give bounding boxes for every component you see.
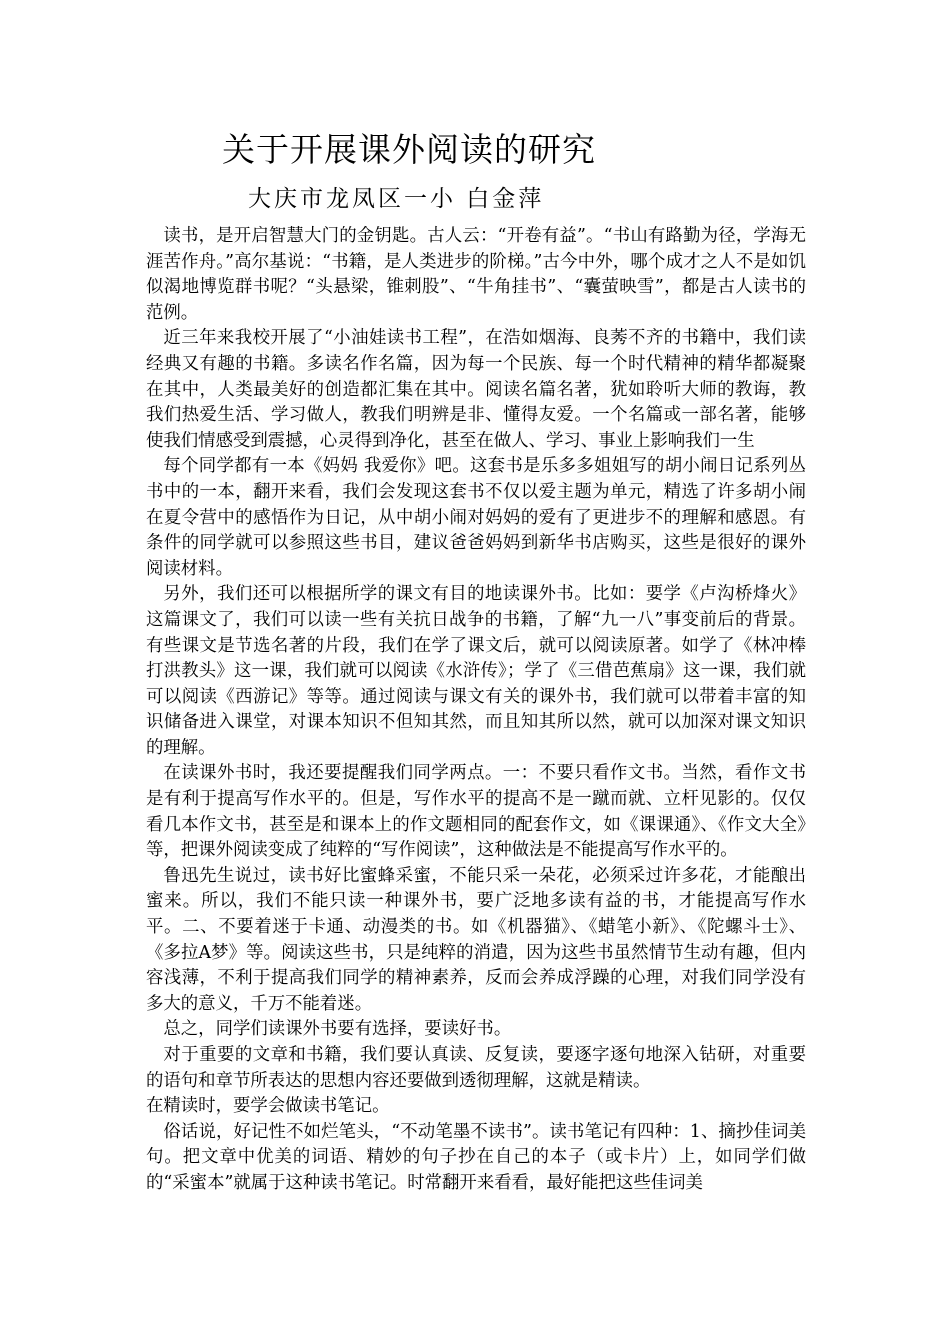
paragraph: 在精读时，要学会做读书笔记。 xyxy=(146,1096,390,1117)
paragraph: 每个同学都有一本《妈妈 我爱你》吧。这套书是乐多多姐姐写的胡小闹日记系列丛书中的一本，翻开来看，我们会发现这套书不仅以爱主题为单元，精选了许多胡小闹在夏令营中的感悟作为日记，从中胡小闹对妈妈的爱有了更进步不的理解和感恩。有条件的同学就可以参照这些书目，建议爸爸妈妈到新华书店购买，这些是很好的课外阅读材料。 xyxy=(146,456,806,579)
paragraph: 在读课外书时，我还要提醒我们同学两点。一：不要只看作文书。当然，看作文书是有利于提高写作水平的。但是，写作水平的提高不是一蹴而就、立杆见影的。仅仅看几本作文书，甚至是和课本上的作文题相同的配套作文，如《课课通》、《作文大全》等，把课外阅读变成了纯粹的“写作阅读”，这种做法是不能提高写作水平的。 xyxy=(146,763,806,861)
paragraph: 另外，我们还可以根据所学的课文有目的地读课外书。比如：要学《卢沟桥烽火》这篇课文了，我们可以读一些有关抗日战争的书籍，了解“九一八”事变前后的背景。有些课文是节选名著的片段，我们在学了课文后，就可以阅读原著。如学了《林冲棒打洪教头》这一课，我们就可以阅读《水浒传》；学了《三借芭蕉扇》这一课，我们就可以阅读《西游记》等等。通过阅读与课文有关的课外书，我们就可以带着丰富的知识储备进入课堂，对课本知识不但知其然，而且知其所以然，就可以加深对课文知识的理解。 xyxy=(146,584,806,758)
paragraph: 对于重要的文章和书籍，我们要认真读、反复读，要逐字逐句地深入钻研，对重要的语句和章节所表达的思想内容还要做到透彻理解，这就是精读。 xyxy=(146,1045,806,1091)
paragraph: 俗话说，好记性不如烂笔头，“不动笔墨不读书”。读书笔记有四种：1、摘抄佳词美句。把文章中优美的词语、精妙的句子抄在自己的本子（或卡片）上，如同学们做的“采蜜本”就属于这种读书笔记。时常翻开来看看，最好能把这些佳词美 xyxy=(146,1121,806,1193)
document-body xyxy=(146,224,806,1197)
document-author: 大庆市龙凤区一小 白金萍 xyxy=(248,186,545,212)
paragraph: 读书，是开启智慧大门的金钥匙。古人云：“开卷有益”。“书山有路勤为径，学海无涯苦作舟。”高尔基说：“书籍，是人类进步的阶梯。”古今中外，哪个成才之人不是如饥似渴地博览群书呢？“头悬梁，锥刺股”、“牛角挂书”、“囊萤映雪”，都是古人读书的范例。 xyxy=(146,226,806,323)
paragraph: 鲁迅先生说过，读书好比蜜蜂采蜜，不能只采一朵花，必须采过许多花，才能酿出蜜来。所以，我们不能只读一种课外书，要广泛地多读有益的书，才能提高写作水平。二、不要着迷于卡通、动漫类的书。如《机器猫》、《蜡笔小新》、《陀螺斗士》、《多拉A梦》等。阅读这些书，只是纯粹的消遣，因为这些书虽然情节生动有趣，但内容浅薄，不利于提高我们同学的精神素养，反而会养成浮躁的心理，对我们同学没有多大的意义，千万不能着迷。 xyxy=(146,865,806,1014)
document-title: 关于开展课外阅读的研究 xyxy=(222,130,596,169)
paragraph: 近三年来我校开展了“小油娃读书工程”，在浩如烟海、良莠不齐的书籍中，我们读经典又有趣的书籍。多读名作名篇，因为每一个民族、每一个时代精神的精华都凝聚在其中，人类最美好的创造都汇集在其中。阅读名篇名著，犹如聆听大师的教诲，教我们热爱生活、学习做人，教我们明辨是非、懂得友爱。一个名篇或一部名著，能够使我们情感受到震撼，心灵得到净化，甚至在做人、学习、事业上影响我们一生 xyxy=(146,328,806,451)
paragraph: 总之，同学们读课外书要有选择，要读好书。 xyxy=(163,1019,512,1040)
